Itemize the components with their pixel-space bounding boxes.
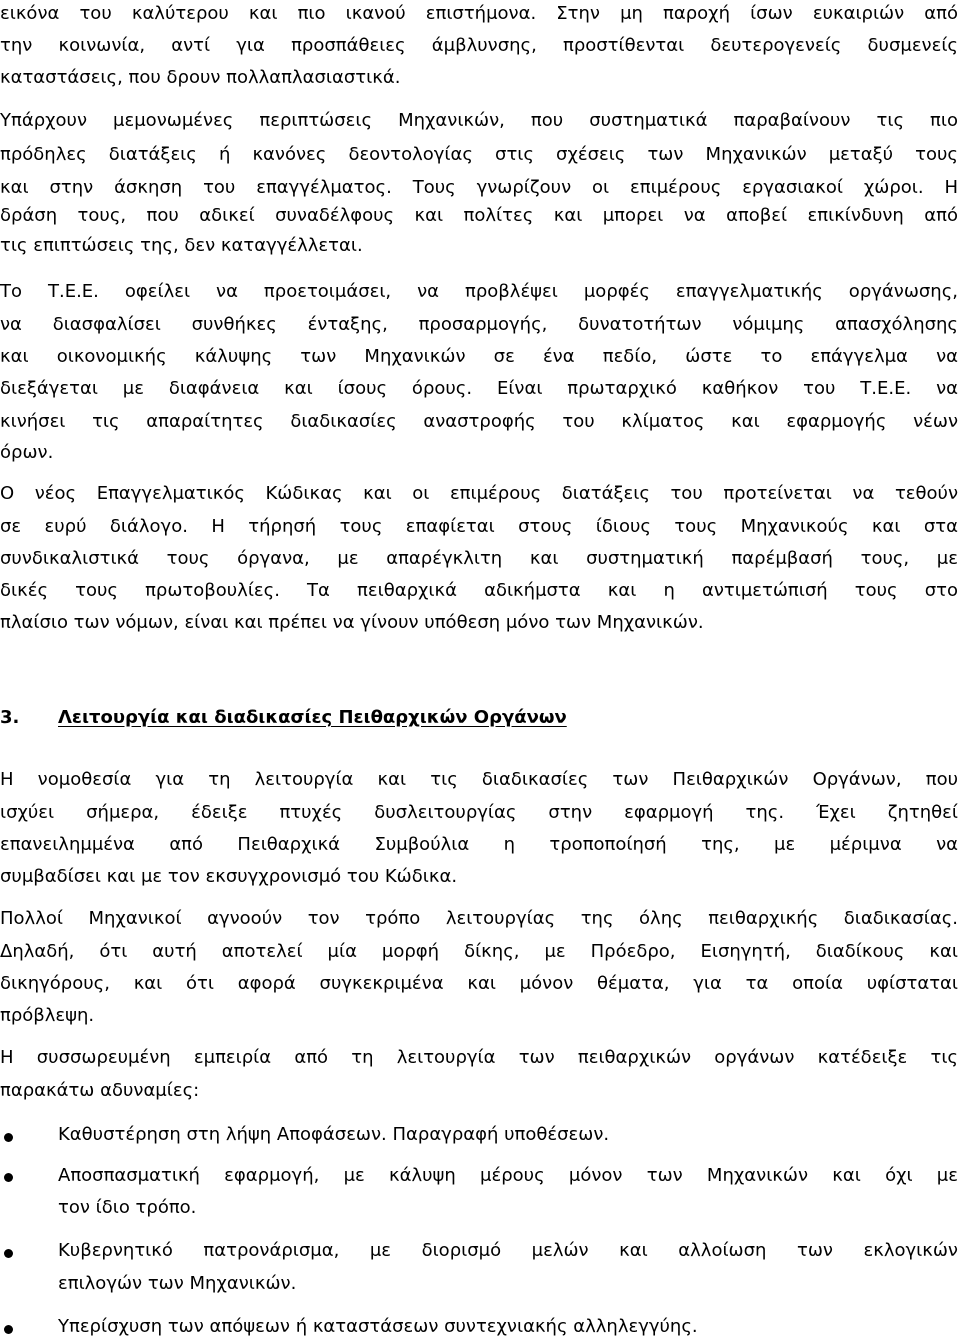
list-item-text: Αποσπασματική εφαρμογή, με κάλυψη μέρους μόνον των Μηχανικών και όχι με	[58, 1165, 958, 1186]
text-line: ισχύει σήμερα, έδειξε πτυχές δυσλειτουργίας στην εφαρμογή της. Έχει ζητηθεί	[0, 802, 958, 823]
list-item-text: τον ίδιο τρόπο.	[58, 1197, 197, 1218]
section-heading	[0, 706, 567, 730]
text-line: πλαίσιο των νόμων, είναι και πρέπει να γίνουν υπόθεση μόνο των Μηχανικών.	[0, 612, 704, 633]
text-line: παρακάτω αδυναμίες:	[0, 1080, 200, 1101]
bullet-icon	[4, 1325, 13, 1334]
section-number: 3.	[0, 707, 20, 728]
text-line: συνδικαλιστικά τους όργανα, με απαρέγκλιτη και συστηματική παρέμβασή τους, με	[0, 548, 958, 569]
text-line: Η νομοθεσία για τη λειτουργία και τις διαδικασίες των Πειθαρχικών Οργάνων, που	[0, 769, 958, 790]
bullet-icon	[4, 1133, 13, 1142]
text-line: και στην άσκηση του επαγγέλματος. Τους γνωρίζουν οι επιμέρους εργασιακοί χώροι. Η	[0, 177, 958, 198]
text-line: τις επιπτώσεις της, δεν καταγγέλλεται.	[0, 235, 363, 256]
text-line: δικές τους πρωτοβουλίες. Τα πειθαρχικά αδικήμστα και η αντιμετώπισή τους στο	[0, 580, 958, 601]
text-line: Η συσσωρευμένη εμπειρία από τη λειτουργία των πειθαρχικών οργάνων κατέδειξε τις	[0, 1047, 958, 1068]
text-line: Πολλοί Μηχανικοί αγνοούν τον τρόπο λειτουργίας της όλης πειθαρχικής διαδικασίας.	[0, 908, 958, 929]
text-line: Ο νέος Επαγγελματικός Κώδικας και οι επιμέρους διατάξεις του προτείνεται να τεθούν	[0, 483, 958, 504]
list-item-text: Καθυστέρηση στη λήψη Αποφάσεων. Παραγραφή υποθέσεων.	[58, 1124, 610, 1145]
text-line: δράση τους, που αδικεί συναδέλφους και πολίτες και μπορει να αποβεί επικίνδυνη από	[0, 205, 958, 226]
text-line: διεξάγεται με διαφάνεια και ίσους όρους. Είναι πρωταρχικό καθήκον του Τ.Ε.Ε. να	[0, 378, 958, 399]
text-line: Το Τ.Ε.Ε. οφείλει να προετοιμάσει, να προβλέψει μορφές επαγγελματικής οργάνωσης,	[0, 281, 958, 302]
text-line: δικηγόρους, και ότι αφορά συγκεκριμένα και μόνον θέματα, για τα οποία υφίσταται	[0, 973, 958, 994]
list-item-text: Υπερίσχυση των απόψεων ή καταστάσεων συντεχνιακής αλληλεγγύης.	[58, 1316, 698, 1337]
text-line: κινήσει τις απαραίτητες διαδικασίες αναστροφής του κλίματος και εφαρμογής νέων	[0, 411, 958, 432]
text-line: καταστάσεις, που δρουν πολλαπλασιαστικά.	[0, 67, 401, 88]
text-line: εικόνα του καλύτερου και πιο ικανού επιστήμονα. Στην μη παροχή ίσων ευκαιριών από	[0, 3, 958, 24]
bullet-icon	[4, 1249, 13, 1258]
bullet-icon	[4, 1173, 13, 1182]
text-line: Δηλαδή, ότι αυτή αποτελεί μία μορφή δίκης, με Πρόεδρο, Εισηγητή, διαδίκους και	[0, 941, 958, 962]
section-title: Λειτουργία και διαδικασίες Πειθαρχικών Οργάνων	[58, 707, 567, 728]
text-line: την κοινωνία, αντί για προσπάθειες άμβλυνσης, προστίθενται δευτερογενείς δυσμενείς	[0, 35, 958, 56]
text-line: πρόδηλες διατάξεις ή κανόνες δεοντολογίας στις σχέσεις των Μηχανικών μεταξύ τους	[0, 144, 958, 165]
text-line: να διασφαλίσει συνθήκες ένταξης, προσαρμογής, δυνατοτήτων νόμιμης απασχόλησης	[0, 314, 958, 335]
text-line: πρόβλεψη.	[0, 1005, 95, 1026]
list-item-text: Κυβερνητικό πατρονάρισμα, με διορισμό μελών και αλλοίωση των εκλογικών	[58, 1240, 958, 1261]
text-line: σε ευρύ διάλογο. Η τήρησή τους επαφίεται στους ίδιους τους Μηχανικούς και στα	[0, 516, 958, 537]
text-line: και οικονομικής κάλυψης των Μηχανικών σε ένα πεδίο, ώστε το επάγγελμα να	[0, 346, 958, 367]
text-line: συμβαδίσει και με τον εκσυγχρονισμό του Κώδικα.	[0, 866, 458, 887]
text-line: επανειλημμένα από Πειθαρχικά Συμβούλια η τροποποίησή της, με μέριμνα να	[0, 834, 958, 855]
text-line: όρων.	[0, 442, 54, 463]
text-line: Υπάρχουν μεμονωμένες περιπτώσεις Μηχανικών, που συστηματικά παραβαίνουν τις πιο	[0, 110, 958, 131]
list-item-text: επιλογών των Μηχανικών.	[58, 1273, 297, 1294]
